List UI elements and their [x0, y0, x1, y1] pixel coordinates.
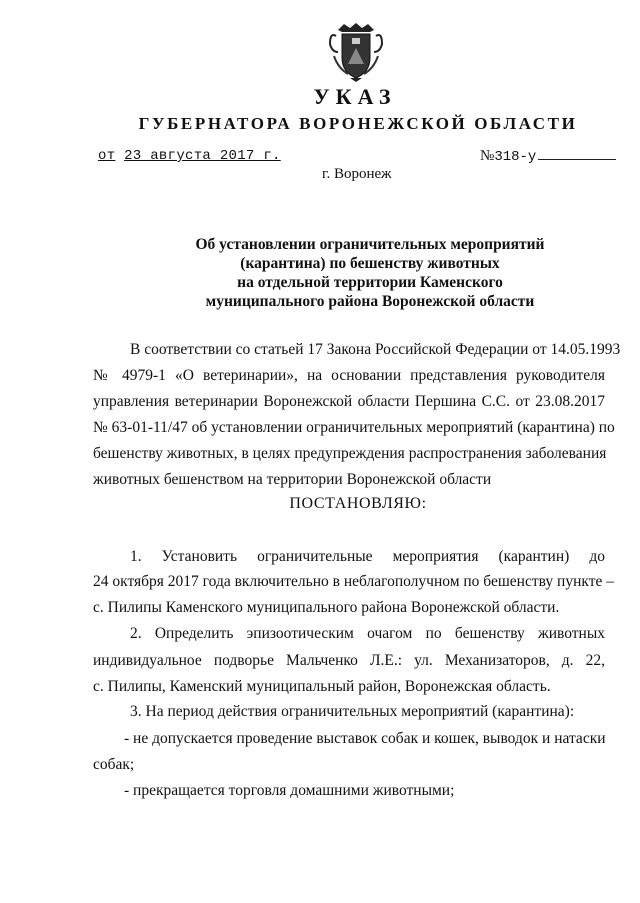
item-1-line: с. Пилипы Каменского муниципального района Воронежской области. — [93, 599, 560, 616]
item-3-subline: - прекращается торговля домашними животными; — [124, 782, 455, 799]
heading-line: муниципального района Воронежской области — [205, 293, 535, 310]
number-prefix: № — [480, 148, 495, 164]
preamble-line: № 63-01-11/47 об установлении ограничительных мероприятий (карантина) по — [93, 419, 615, 436]
preamble-line: № 4979-1 «О ветеринарии», на основании представления руководителя — [93, 367, 605, 384]
date-value: 23 августа 2017 г. — [124, 148, 281, 164]
document-city: г. Воронеж — [322, 166, 392, 182]
decree-word: ПОСТАНОВЛЯЮ: — [289, 495, 427, 512]
number-underline — [538, 149, 616, 160]
heading-line: Об установлении ограничительных мероприятий — [195, 236, 545, 253]
date-prefix: от — [98, 148, 116, 164]
item-3-subline: - не допускается проведение выставок собак и кошек, выводок и натаски — [124, 730, 606, 747]
heading-line: (карантина) по бешенству животных — [240, 255, 500, 272]
document-date — [98, 148, 281, 164]
item-1-line: 24 октября 2017 года включительно в неблагополучном по бешенству пункте – — [93, 573, 614, 590]
item-2-line: 2. Определить эпизоотическим очагом по бешенству животных — [130, 625, 605, 642]
preamble-line: животных бешенством на территории Воронежской области — [93, 471, 492, 488]
item-3-line: 3. На период действия ограничительных мероприятий (карантина): — [130, 703, 575, 720]
item-2-line: с. Пилипы, Каменский муниципальный район, Воронежская область. — [93, 678, 551, 695]
preamble-line: В соответствии со статьей 17 Закона Российской Федерации от 14.05.1993 — [130, 341, 621, 358]
item-1-line: 1. Установить ограничительные мероприятия (карантин) до — [130, 548, 605, 565]
preamble-line: управления ветеринарии Воронежской области Першина С.С. от 23.08.2017 — [93, 393, 605, 410]
coat-of-arms-emblem — [328, 22, 384, 82]
document-number — [480, 148, 616, 165]
heading-line: на отдельной территории Каменского — [237, 274, 503, 291]
item-3-subline: собак; — [93, 756, 135, 773]
document-subtitle: ГУБЕРНАТОРА ВОРОНЕЖСКОЙ ОБЛАСТИ — [138, 114, 578, 133]
document-title: УКАЗ — [313, 84, 397, 109]
item-2-line: индивидуальное подворье Мальченко Л.Е.: ул. Механизаторов, д. 22, — [93, 652, 605, 669]
preamble-line: бешенству животных, в целях предупреждения распространения заболевания — [93, 445, 607, 462]
number-value: 318-у — [494, 149, 537, 165]
document-heading — [150, 235, 590, 311]
